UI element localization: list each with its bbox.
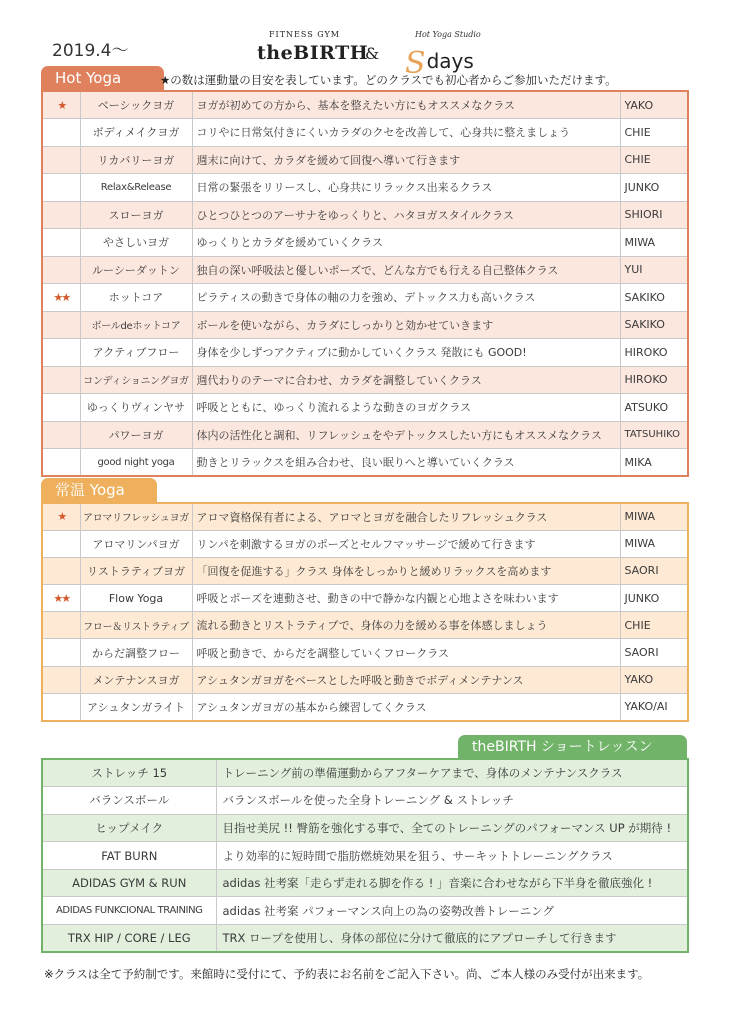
class-description: リンパを刺激するヨガのポーズとセルフマッサージで緩めて行きます <box>192 530 620 557</box>
logo-the-birth: theBIRTH <box>257 42 369 64</box>
class-description: 独自の深い呼吸法と優しいポーズで、どんな方でも行える自己整体クラス <box>192 256 620 284</box>
class-description: 動きとリラックスを組み合わせ、良い眠りへと導いていくクラス <box>192 449 620 477</box>
intensity-stars: ★★ <box>42 585 80 612</box>
table-row <box>42 639 688 666</box>
class-name: good night yoga <box>80 449 192 477</box>
class-name: リカバリーヨガ <box>80 146 192 174</box>
class-name: ベーシックヨガ <box>80 91 192 119</box>
table-row <box>42 530 688 557</box>
table-row <box>42 612 688 639</box>
class-name: スローヨガ <box>80 201 192 229</box>
class-description: 週代わりのテーマに合わせ、カラダを調整していくクラス <box>192 366 620 394</box>
star-legend-note: ★の数は運動量の目安を表しています。どのクラスでも初心者からご参加いただけます。 <box>160 73 617 87</box>
class-name: アシュタンガライト <box>80 693 192 720</box>
instructor-name: JUNKO <box>620 174 688 202</box>
intensity-stars <box>42 146 80 174</box>
instructor-name: YAKO <box>620 91 688 119</box>
lesson-name: バランスボール <box>42 787 216 815</box>
logo-fitness-gym: FITNESS GYM <box>269 30 340 39</box>
intensity-stars <box>42 311 80 339</box>
table-row <box>42 201 688 229</box>
class-description: 流れる動きとリストラティブで、身体の力を緩める事を体感しましょう <box>192 612 620 639</box>
logo-s-days <box>405 41 474 81</box>
schedule-date: 2019.4～ <box>52 41 129 61</box>
table-row <box>42 119 688 147</box>
intensity-stars <box>42 557 80 584</box>
jouon-yoga-table <box>41 502 689 722</box>
class-description: アシュタンガヨガをベースとした呼吸と動きでボディメンテナンス <box>192 666 620 693</box>
class-name: コンディショニングヨガ <box>80 366 192 394</box>
class-description: ピラティスの動きで身体の軸の力を強め、デトックス力も高いクラス <box>192 284 620 312</box>
lesson-description: adidas 社考案 パフォーマンス向上の為の姿勢改善トレーニング <box>216 897 688 925</box>
lesson-name: TRX HIP / CORE / LEG <box>42 925 216 953</box>
table-row <box>42 91 688 119</box>
instructor-name: CHIE <box>620 146 688 174</box>
class-name: アクティブフロー <box>80 339 192 367</box>
instructor-name: TATSUHIKO <box>620 421 688 449</box>
class-name: ホットコア <box>80 284 192 312</box>
class-name: ボディメイクヨガ <box>80 119 192 147</box>
instructor-name: YAKO <box>620 666 688 693</box>
intensity-stars <box>42 639 80 666</box>
section-tab-hot-yoga: Hot Yoga <box>41 66 164 90</box>
intensity-stars: ★★ <box>42 284 80 312</box>
instructor-name: YAKO/AI <box>620 693 688 720</box>
instructor-name: HIROKO <box>620 366 688 394</box>
class-description: ボールを使いながら、カラダにしっかりと効かせていきます <box>192 311 620 339</box>
logo-swirl-s: S <box>405 46 426 81</box>
instructor-name: SAKIKO <box>620 311 688 339</box>
table-row <box>42 339 688 367</box>
table-row <box>42 557 688 584</box>
intensity-stars <box>42 612 80 639</box>
lesson-description: トレーニング前の準備運動からアフターケアまで、身体のメンテナンスクラス <box>216 759 688 787</box>
table-row <box>42 897 688 925</box>
class-description: 週末に向けて、カラダを緩めて回復へ導いて行きます <box>192 146 620 174</box>
section-tab-jouon-yoga: 常温 Yoga <box>41 478 157 502</box>
instructor-name: MIWA <box>620 530 688 557</box>
class-description: 日常の緊張をリリースし、心身共にリラックス出来るクラス <box>192 174 620 202</box>
table-row <box>42 666 688 693</box>
intensity-stars <box>42 256 80 284</box>
table-row <box>42 174 688 202</box>
lesson-description: adidas 社考案「走らず走れる脚を作る ! 」音楽に合わせながら下半身を徹底強化 ! <box>216 869 688 897</box>
class-name: フロー＆リストラティブ <box>80 612 192 639</box>
lesson-name: ストレッチ 15 <box>42 759 216 787</box>
class-name: Flow Yoga <box>80 585 192 612</box>
class-description: 呼吸と動きで、からだを調整していくフロークラス <box>192 639 620 666</box>
intensity-stars: ★ <box>42 503 80 530</box>
instructor-name: ATSUKO <box>620 394 688 422</box>
section-tab-short-lesson: theBIRTH ショートレッスン <box>458 735 687 759</box>
class-description: ひとつひとつのアーサナをゆっくりと、ハタヨガスタイルクラス <box>192 201 620 229</box>
class-name: ゆっくりヴィンヤサ <box>80 394 192 422</box>
instructor-name: SAORI <box>620 557 688 584</box>
class-name: やさしいヨガ <box>80 229 192 257</box>
class-description: コリやに日常気付きにくいカラダのクセを改善して、心身共に整えましょう <box>192 119 620 147</box>
instructor-name: MIWA <box>620 503 688 530</box>
table-row <box>42 814 688 842</box>
class-description: 「回復を促進する」クラス 身体をしっかりと緩めリラックスを高めます <box>192 557 620 584</box>
table-row <box>42 585 688 612</box>
lesson-name: ADIDAS GYM & RUN <box>42 869 216 897</box>
table-row <box>42 925 688 953</box>
instructor-name: JUNKO <box>620 585 688 612</box>
class-name: リストラティブヨガ <box>80 557 192 584</box>
intensity-stars <box>42 174 80 202</box>
table-row <box>42 449 688 477</box>
intensity-stars <box>42 530 80 557</box>
table-row <box>42 759 688 787</box>
lesson-description: 目指せ美尻 !! 臀筋を強化する事で、全てのトレーニングのパフォーマンス UP が期待 ! <box>216 814 688 842</box>
lesson-description: TRX ロープを使用し、身体の部位に分けて徹底的にアプローチして行きます <box>216 925 688 953</box>
instructor-name: MIWA <box>620 229 688 257</box>
intensity-stars <box>42 421 80 449</box>
short-lesson-table <box>41 758 689 953</box>
intensity-stars <box>42 693 80 720</box>
instructor-name: CHIE <box>620 612 688 639</box>
intensity-stars <box>42 119 80 147</box>
intensity-stars <box>42 666 80 693</box>
class-description: 身体を少しずつアクティブに動かしていくクラス 発散にも GOOD! <box>192 339 620 367</box>
class-description: 呼吸とともに、ゆっくり流れるような動きのヨガクラス <box>192 394 620 422</box>
class-description: ゆっくりとカラダを緩めていくクラス <box>192 229 620 257</box>
table-row <box>42 366 688 394</box>
table-row <box>42 693 688 720</box>
intensity-stars <box>42 394 80 422</box>
class-name: アロマリフレッシュヨガ <box>80 503 192 530</box>
hot-yoga-table <box>41 90 689 477</box>
instructor-name: YUI <box>620 256 688 284</box>
intensity-stars <box>42 449 80 477</box>
logo-ampersand: & <box>365 44 380 63</box>
lesson-description: バランスボールを使った全身トレーニング & ストレッチ <box>216 787 688 815</box>
class-name: ルーシーダットン <box>80 256 192 284</box>
table-row <box>42 146 688 174</box>
table-row <box>42 503 688 530</box>
table-row <box>42 842 688 870</box>
instructor-name: SHIORI <box>620 201 688 229</box>
class-description: アシュタンガヨガの基本から練習してくクラス <box>192 693 620 720</box>
class-name: アロマリンパヨガ <box>80 530 192 557</box>
class-name: からだ調整フロー <box>80 639 192 666</box>
class-description: ヨガが初めての方から、基本を整えたい方にもオススメなクラス <box>192 91 620 119</box>
lesson-name: ヒップメイク <box>42 814 216 842</box>
instructor-name: SAKIKO <box>620 284 688 312</box>
class-description: 体内の活性化と調和、リフレッシュをやデトックスしたい方にもオススメなクラス <box>192 421 620 449</box>
class-description: アロマ資格保有者による、アロマとヨガを融合したリフレッシュクラス <box>192 503 620 530</box>
class-name: Relax&Release <box>80 174 192 202</box>
table-row <box>42 229 688 257</box>
table-row <box>42 787 688 815</box>
instructor-name: HIROKO <box>620 339 688 367</box>
class-name: パワーヨガ <box>80 421 192 449</box>
logo-hot-yoga-studio: Hot Yoga Studio <box>415 30 481 39</box>
intensity-stars: ★ <box>42 91 80 119</box>
instructor-name: CHIE <box>620 119 688 147</box>
instructor-name: MIKA <box>620 449 688 477</box>
intensity-stars <box>42 366 80 394</box>
instructor-name: SAORI <box>620 639 688 666</box>
table-row <box>42 869 688 897</box>
class-name: メンテナンスヨガ <box>80 666 192 693</box>
table-row <box>42 421 688 449</box>
lesson-name: ADIDAS FUNKCIONAL TRAINING <box>42 897 216 925</box>
class-name: ボールdeホットコア <box>80 311 192 339</box>
table-row <box>42 284 688 312</box>
gym-logo <box>255 30 500 81</box>
table-row <box>42 394 688 422</box>
class-description: 呼吸とポーズを連動させ、動きの中で静かな内観と心地よさを味わいます <box>192 585 620 612</box>
logo-days-text: days <box>426 49 474 73</box>
table-row <box>42 311 688 339</box>
intensity-stars <box>42 339 80 367</box>
table-row <box>42 256 688 284</box>
lesson-description: より効率的に短時間で脂肪燃焼効果を狙う、サーキットトレーニングクラス <box>216 842 688 870</box>
reservation-footer-note: ※クラスは全て予約制です。来館時に受付にて、予約表にお名前をご記入下さい。尚、ご本人様のみ受付が出来ます。 <box>44 967 650 981</box>
intensity-stars <box>42 229 80 257</box>
intensity-stars <box>42 201 80 229</box>
lesson-name: FAT BURN <box>42 842 216 870</box>
